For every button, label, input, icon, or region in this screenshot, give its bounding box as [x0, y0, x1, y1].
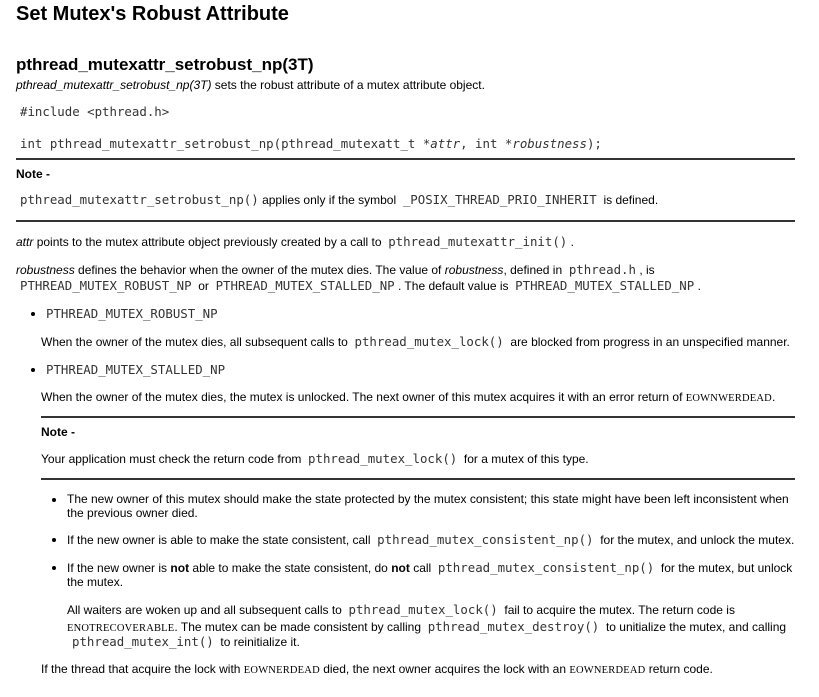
robustness-term-2: robustness: [444, 263, 504, 277]
proto-mid: , int *: [460, 136, 513, 151]
note-text-end: is defined.: [603, 193, 659, 207]
note2-text: Your application must check the return code from: [41, 452, 302, 466]
section-heading: pthread_mutexattr_setrobust_np(3T): [16, 55, 314, 74]
list-item-text-3: call: [413, 561, 432, 575]
robustness-default-text: . The default value is: [397, 279, 509, 293]
note-text: applies only if the symbol: [262, 193, 397, 207]
option-description: [41, 390, 775, 404]
attr-term: attr: [16, 235, 34, 249]
list-item: [67, 560, 792, 575]
waiters-text-4: to unitialize the mutex, and calling: [605, 620, 787, 634]
robustness-text-2: , defined in: [503, 263, 563, 277]
waiters-function-2: pthread_mutex_destroy(): [427, 619, 600, 634]
note2-heading: Note -: [41, 425, 75, 439]
robustness-term: robustness: [16, 263, 75, 277]
note-symbol: _POSIX_THREAD_PRIO_INHERIT: [402, 192, 597, 207]
code-prototype: [20, 136, 602, 151]
attr-function: pthread_mutexattr_init(): [388, 234, 568, 249]
page-title: Set Mutex's Robust Attribute: [16, 3, 289, 25]
attr-end: .: [570, 235, 574, 249]
final-paragraph: [41, 662, 713, 676]
list-item-text: The new owner of this mutex should make the state protected by the mutex consistent; this state might have been left inconsistent when: [67, 492, 789, 506]
value-stalled: PTHREAD_MUTEX_STALLED_NP: [215, 278, 395, 293]
robustness-or: or: [198, 279, 209, 293]
proto-param-robustness: robustness: [512, 136, 587, 151]
emphasis-not: not: [170, 561, 190, 575]
value-default: PTHREAD_MUTEX_STALLED_NP: [515, 278, 695, 293]
final-code: EOWNERDEAD: [243, 665, 320, 676]
option-desc-end: .: [771, 390, 776, 404]
waiters-text-3: . The mutex can be made consistent by calling: [174, 620, 422, 634]
note-heading: Note -: [16, 167, 50, 181]
option-desc-function: pthread_mutex_lock(): [354, 334, 504, 349]
code-include: #include <pthread.h>: [20, 104, 170, 119]
waiters-line3: [72, 634, 300, 649]
attr-paragraph: [16, 234, 574, 249]
option-desc-code: EOWNWERDEAD: [685, 393, 772, 404]
robustness-text: defines the behavior when the owner of the mutex dies. The value of: [78, 263, 442, 277]
header-file: pthread.h: [568, 262, 636, 277]
option-item: [46, 362, 225, 377]
list-item-text-end: for the mutex, but unlock: [660, 561, 793, 575]
note-top-divider: [16, 158, 795, 160]
option-name: PTHREAD_MUTEX_STALLED_NP: [46, 362, 226, 377]
list-item-continuation: the mutex.: [67, 575, 124, 589]
list-item-continuation: the previous owner died.: [67, 506, 198, 520]
note-function: pthread_mutexattr_setrobust_np(): [20, 192, 259, 207]
option-item: [46, 306, 218, 321]
final-text-2: died, the next owner acquires the lock with an: [323, 662, 567, 676]
proto-start: int pthread_mutexattr_setrobust_np(pthread_mutexatt_t *: [20, 136, 431, 151]
note2-bottom-divider: [41, 478, 795, 480]
intro-function: pthread_mutexattr_setrobust_np(3T): [16, 78, 212, 92]
robustness-text-3: , is: [639, 263, 655, 277]
list-item: [67, 492, 789, 506]
note2-body: [41, 451, 589, 466]
emphasis-not-2: not: [391, 561, 410, 575]
waiters-text-2: fail to acquire the mutex. The return code is: [504, 603, 735, 617]
attr-text: points to the mutex attribute object previously created by a call to: [36, 235, 382, 249]
proto-end: );: [586, 136, 602, 151]
final-text: If the thread that acquire the lock with: [41, 662, 241, 676]
waiters-text: All waiters are woken up and all subsequent calls to: [67, 603, 342, 617]
list-item-text: If the new owner is able to make the state consistent, call: [67, 533, 371, 547]
note-bottom-divider: [16, 220, 795, 222]
option-description: [41, 334, 790, 349]
robustness-paragraph-line1: [16, 262, 655, 277]
proto-param-attr: attr: [430, 136, 461, 151]
option-desc-end: are blocked from progress in an unspecified manner.: [510, 335, 790, 349]
note2-top-divider: [41, 416, 795, 418]
intro-text: sets the robust attribute of a mutex attribute object.: [214, 78, 485, 92]
final-text-3: return code.: [648, 662, 713, 676]
option-desc-text: When the owner of the mutex dies, the mutex is unlocked. The next owner of this mutex acquires it with an error return of: [41, 390, 683, 404]
waiters-line1: [67, 602, 735, 617]
option-name: PTHREAD_MUTEX_ROBUST_NP: [46, 306, 218, 321]
list-item: [67, 532, 794, 547]
waiters-line2: [67, 619, 786, 634]
note-body: [20, 192, 658, 207]
note2-text-end: for a mutex of this type.: [463, 452, 589, 466]
robustness-paragraph-line2: [20, 278, 701, 293]
list-item-text: If the new owner is: [67, 561, 168, 575]
list-item-text-end: for the mutex, and unlock the mutex.: [600, 533, 795, 547]
error-code: ENOTRECOVERABLE: [67, 623, 175, 634]
list-item-function: pthread_mutex_consistent_np(): [437, 560, 655, 575]
list-item-text-2: able to make the state consistent, do: [192, 561, 388, 575]
waiters-function: pthread_mutex_lock(): [348, 602, 498, 617]
intro-paragraph: [16, 78, 485, 92]
option-desc-text: When the owner of the mutex dies, all subsequent calls to: [41, 335, 348, 349]
waiters-function-3: pthread_mutex_int(): [72, 634, 214, 649]
waiters-text-5: to reinitialize it.: [220, 635, 300, 649]
final-code-2: EOWNERDEAD: [569, 665, 646, 676]
robustness-end: .: [697, 279, 701, 293]
list-item-function: pthread_mutex_consistent_np(): [377, 532, 594, 547]
note2-function: pthread_mutex_lock(): [308, 451, 458, 466]
value-robust: PTHREAD_MUTEX_ROBUST_NP: [20, 278, 192, 293]
